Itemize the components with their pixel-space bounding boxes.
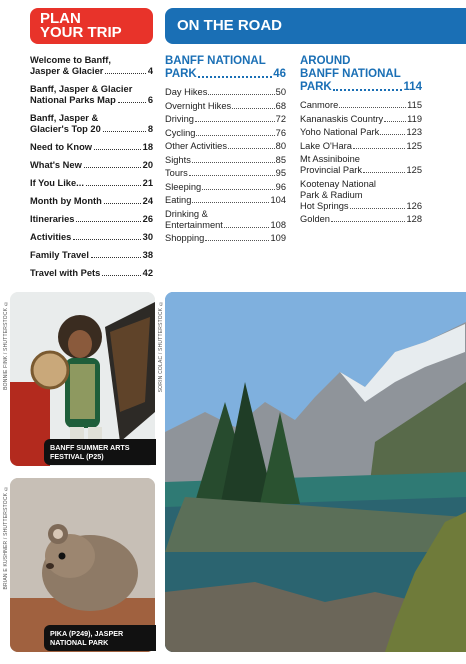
banff-section-title[interactable]: BANFF NATIONAL PARK 46 (165, 55, 286, 80)
around-banff-section (300, 55, 422, 228)
toc-entry[interactable]: Tours 95 (165, 168, 286, 178)
toc-item[interactable]: Need to Know 18 (30, 142, 153, 152)
toc-item[interactable]: Welcome to Banff, Jasper & Glacier 4 (30, 55, 153, 76)
toc-entry[interactable]: Golden 128 (300, 214, 422, 224)
around-banff-section-title[interactable]: AROUND BANFF NATIONAL PARK 114 (300, 55, 422, 93)
toc-entry[interactable]: Shopping 109 (165, 233, 286, 243)
pika-photo-caption: PIKA (P249), JASPER NATIONAL PARK (44, 625, 156, 651)
toc-item[interactable]: If You Like... 21 (30, 178, 153, 188)
toc-item[interactable]: Banff, Jasper & Glacier National Parks Map 6 (30, 84, 153, 105)
toc-entry[interactable]: Driving 72 (165, 114, 286, 124)
lake-photo-credit: SORIN COLAC / SHUTTERSTOCK © (158, 300, 164, 393)
toc-item[interactable]: Banff, Jasper & Glacier's Top 20 8 (30, 113, 153, 134)
plan-trip-list (30, 55, 153, 286)
spirit-island-lake-photo (165, 292, 466, 652)
plan-title-line2: YOUR TRIP (40, 24, 122, 41)
toc-entry[interactable]: Kananaskis Country 119 (300, 113, 422, 124)
plan-your-trip-header (30, 8, 153, 44)
toc-item[interactable]: Month by Month 24 (30, 196, 153, 206)
toc-entry[interactable]: Sights 85 (165, 154, 286, 165)
toc-entry[interactable]: Yoho National Park 123 (300, 127, 422, 137)
dancer-photo-credit: BONNIE FINK / SHUTTERSTOCK © (3, 300, 9, 390)
toc-entry[interactable]: Overnight Hikes 68 (165, 100, 286, 111)
toc-entry[interactable]: Cycling 76 (165, 127, 286, 138)
toc-item[interactable]: What's New 20 (30, 160, 153, 170)
plan-title-line1: PLAN (40, 10, 81, 27)
on-the-road-header: ON THE ROAD (165, 8, 466, 44)
toc-entry[interactable]: Mt Assiniboine Provincial Park 125 (300, 154, 422, 175)
toc-entry[interactable]: Kootenay National Park & Radium Hot Springs 126 (300, 178, 422, 211)
toc-entry[interactable]: Drinking & Entertainment 108 (165, 208, 286, 230)
toc-item[interactable]: Itineraries 26 (30, 214, 153, 224)
toc-entry[interactable]: Day Hikes 50 (165, 87, 286, 97)
pika-photo-credit: BRIAN E KUSHNER / SHUTTERSTOCK © (3, 485, 9, 590)
toc-entry[interactable]: Canmore 115 (300, 100, 422, 110)
banff-section (165, 55, 286, 247)
toc-entry[interactable]: Sleeping 96 (165, 181, 286, 192)
toc-item[interactable]: Activities 30 (30, 232, 153, 242)
toc-entry[interactable]: Lake O'Hara 125 (300, 140, 422, 151)
toc-item[interactable]: Family Travel 38 (30, 250, 153, 260)
dancer-photo-caption: BANFF SUMMER ARTS FESTIVAL (P25) (44, 439, 156, 465)
toc-entry[interactable]: Eating 104 (165, 195, 286, 205)
toc-entry[interactable]: Other Activities 80 (165, 141, 286, 151)
toc-item[interactable]: Travel with Pets 42 (30, 268, 153, 278)
